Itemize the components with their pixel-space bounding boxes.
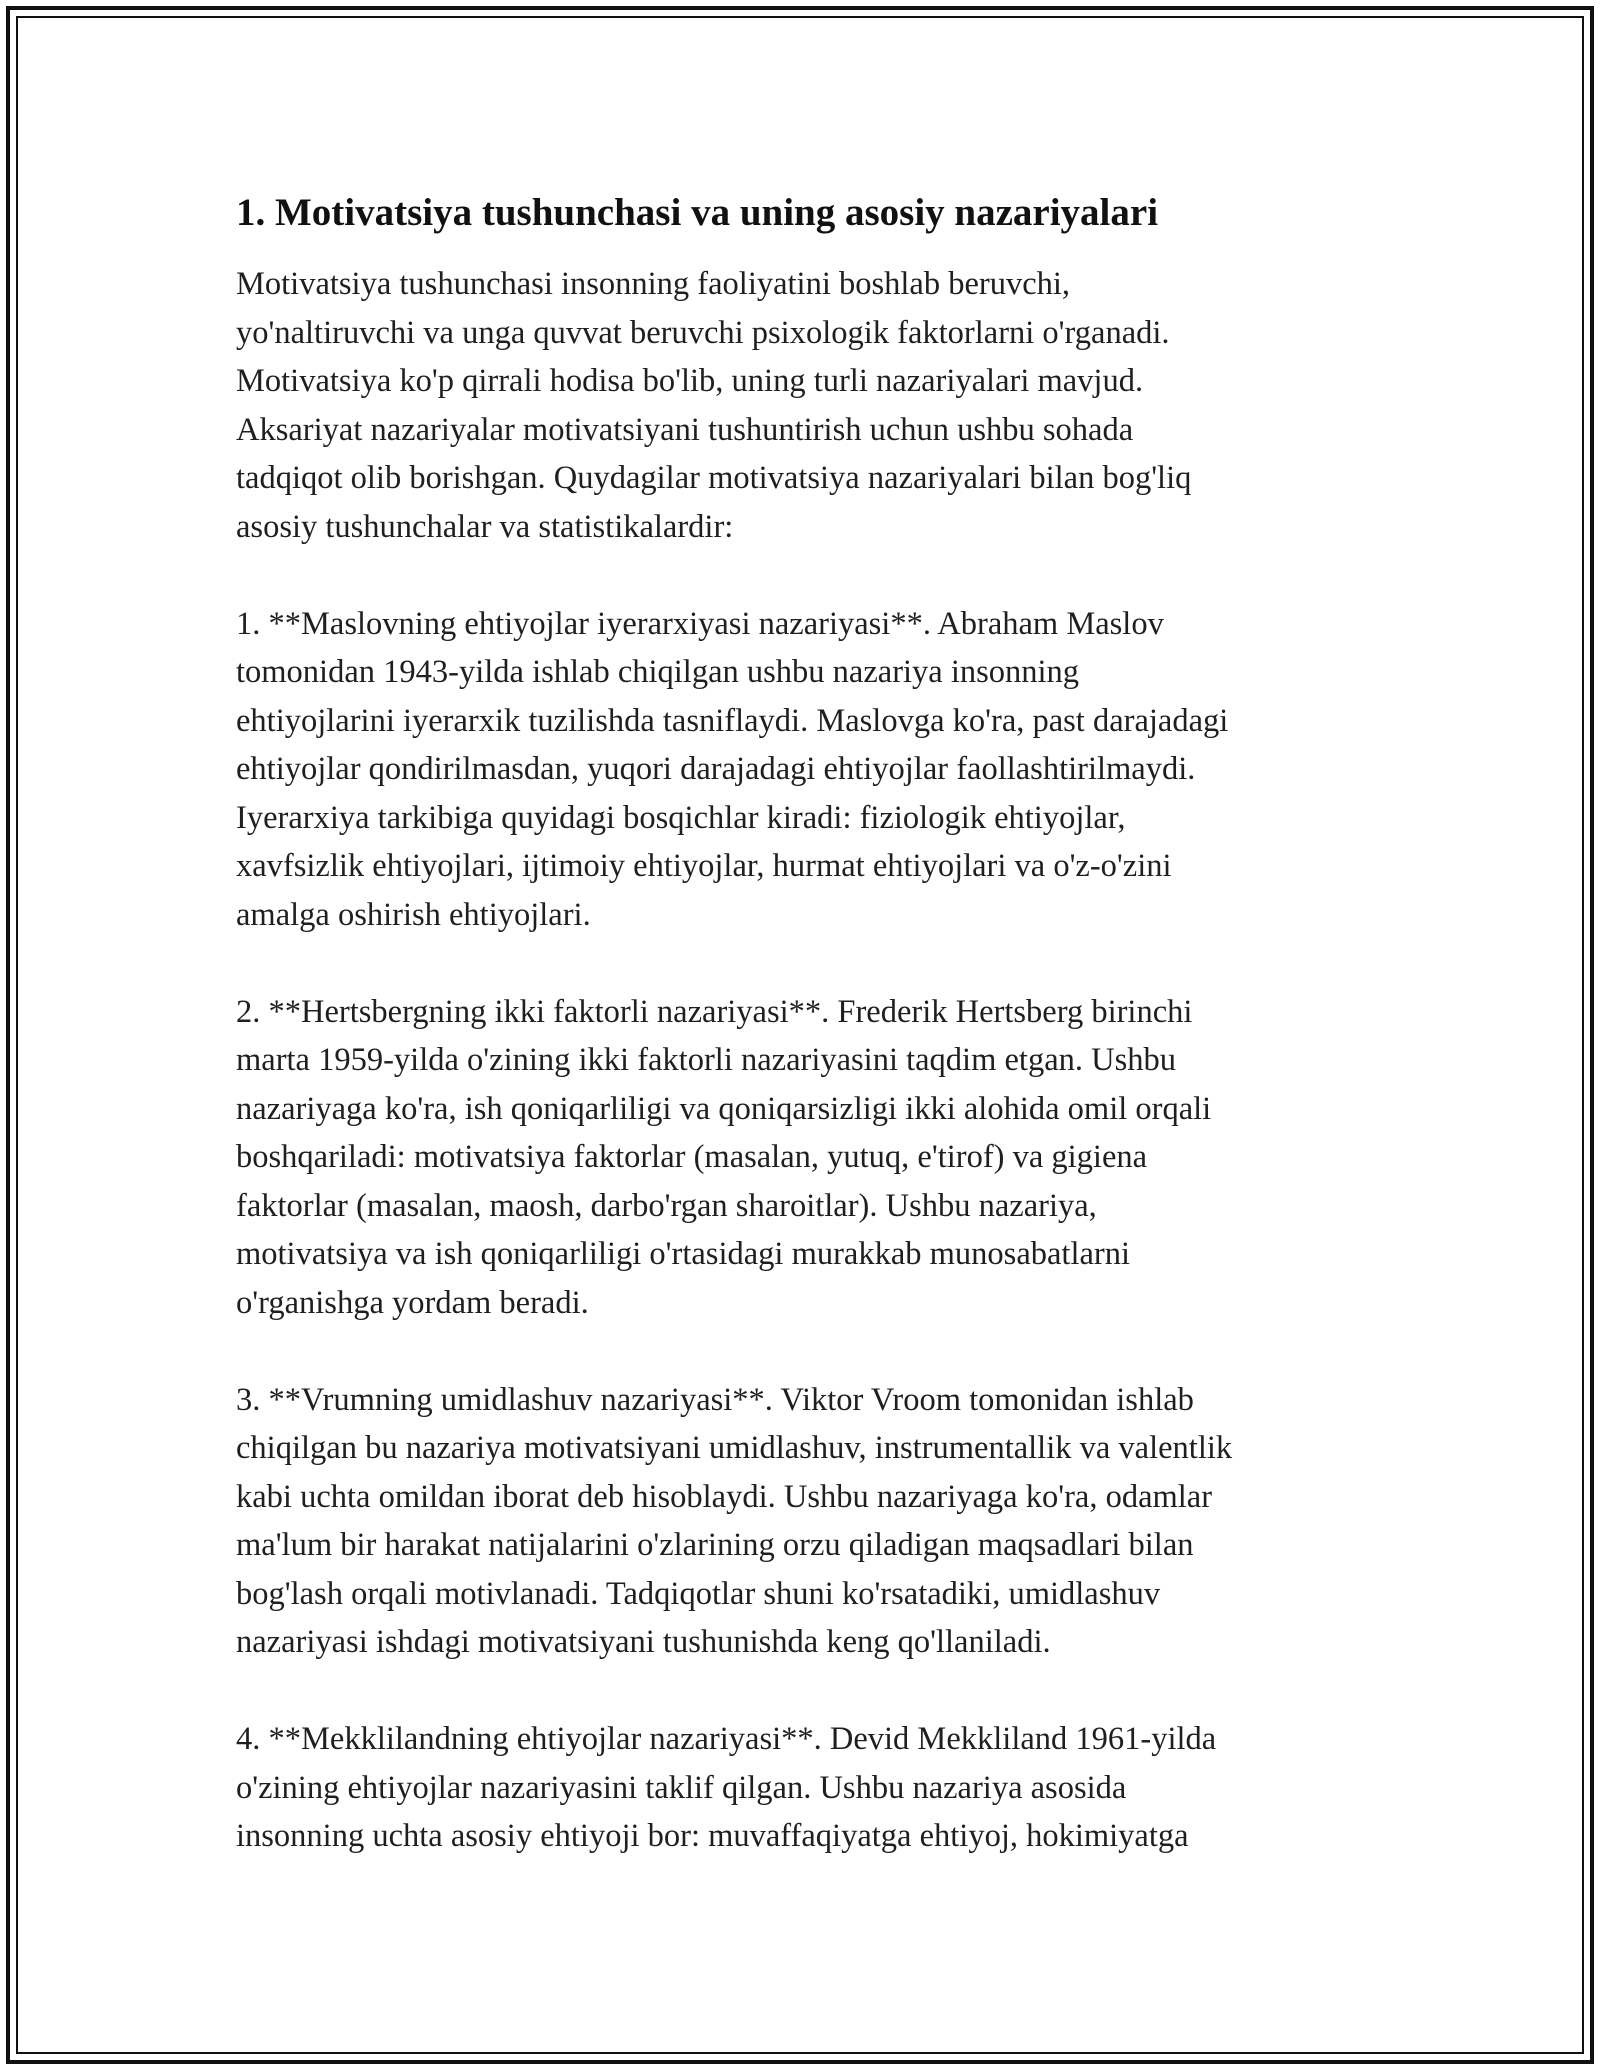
text-line: tomonidan 1943-yilda ishlab chiqilgan ushbu nazariya insonning bbox=[236, 654, 1080, 690]
text-line: o'zining ehtiyojlar nazariyasini taklif qilgan. Ushbu nazariya asosida bbox=[236, 1769, 1127, 1806]
text-line: marta 1959-yilda o'zining ikki faktorli nazariyasini taqdim etgan. Ushbu bbox=[236, 1042, 1176, 1078]
paragraph bbox=[236, 1715, 1376, 1861]
paragraph bbox=[236, 600, 1376, 940]
text-line: 3. **Vrumning umidlashuv nazariyasi**. Viktor Vroom tomonidan ishlab bbox=[236, 1381, 1194, 1418]
text-line: insonning uchta asosiy ehtiyoji bor: muvaffaqiyatga ehtiyoj, hokimiyatga bbox=[236, 1818, 1189, 1854]
text-line: asosiy tushunchalar va statistikalardir: bbox=[236, 508, 734, 545]
text-line: ehtiyojlarini iyerarxik tuzilishda tasniflaydi. Maslovga ko'ra, past darajadagi bbox=[236, 702, 1229, 739]
text-line: motivatsiya va ish qoniqarliligi o'rtasidagi murakkab munosabatlarni bbox=[236, 1236, 1131, 1272]
text-line: ehtiyojlar qondirilmasdan, yuqori darajadagi ehtiyojlar faollashtirilmaydi. bbox=[236, 751, 1196, 787]
paragraph bbox=[236, 260, 1376, 551]
section-heading: 1. Motivatsiya tushunchasi va uning asosiy nazariyalari bbox=[236, 191, 1159, 234]
text-line: xavfsizlik ehtiyojlari, ijtimoiy ehtiyojlar, hurmat ehtiyojlari va o'z-o'zini bbox=[236, 848, 1172, 884]
paragraph-list bbox=[236, 260, 1376, 1861]
text-line: nazariyaga ko'ra, ish qoniqarliligi va qoniqarsizligi ikki alohida omil orqali bbox=[236, 1090, 1212, 1127]
text-line: amalga oshirish ehtiyojlari. bbox=[236, 896, 591, 933]
text-line: Iyerarxiya tarkibiga quyidagi bosqichlar kiradi: fiziologik ehtiyojlar, bbox=[236, 799, 1126, 836]
text-line: 2. **Hertsbergning ikki faktorli nazariyasi**. Frederik Hertsberg birinchi bbox=[236, 993, 1193, 1030]
text-line: boshqariladi: motivatsiya faktorlar (masalan, yutuq, e'tirof) va gigiena bbox=[236, 1139, 1148, 1175]
text-line: 4. **Mekklilandning ehtiyojlar nazariyasi**. Devid Mekkliland 1961-yilda bbox=[236, 1721, 1217, 1757]
text-line: 1. **Maslovning ehtiyojlar iyerarxiyasi nazariyasi**. Abraham Maslov bbox=[236, 605, 1164, 642]
text-line: yo'naltiruvchi va unga quvvat beruvchi psixologik faktorlarni o'rganadi. bbox=[236, 314, 1170, 351]
text-line: ma'lum bir harakat natijalarini o'zlarining orzu qiladigan maqsadlari bilan bbox=[236, 1527, 1194, 1563]
text-line: faktorlar (masalan, maosh, darbo'rgan sharoitlar). Ushbu nazariya, bbox=[236, 1187, 1097, 1224]
text-line: chiqilgan bu nazariya motivatsiyani umidlashuv, instrumentallik va valentlik bbox=[236, 1430, 1233, 1466]
text-line: Motivatsiya tushunchasi insonning faoliyatini boshlab beruvchi, bbox=[236, 266, 1071, 302]
text-line: Motivatsiya ko'p qirrali hodisa bo'lib, uning turli nazariyalari mavjud. bbox=[236, 363, 1144, 399]
text-line: tadqiqot olib borishgan. Quydagilar motivatsiya nazariyalari bilan bog'liq bbox=[236, 460, 1192, 496]
paragraph bbox=[236, 988, 1376, 1328]
text-line: Aksariyat nazariyalar motivatsiyani tushuntirish uchun ushbu sohada bbox=[236, 411, 1134, 448]
text-line: bog'lash orqali motivlanadi. Tadqiqotlar shuni ko'rsatadiki, umidlashuv bbox=[236, 1575, 1161, 1612]
text-line: kabi uchta omildan iborat deb hisoblaydi. Ushbu nazariyaga ko'ra, odamlar bbox=[236, 1478, 1213, 1515]
text-line: nazariyasi ishdagi motivatsiyani tushunishda keng qo'llaniladi. bbox=[236, 1624, 1051, 1660]
text-line: o'rganishga yordam beradi. bbox=[236, 1284, 589, 1321]
paragraph bbox=[236, 1376, 1376, 1667]
document-body bbox=[236, 186, 1376, 1861]
